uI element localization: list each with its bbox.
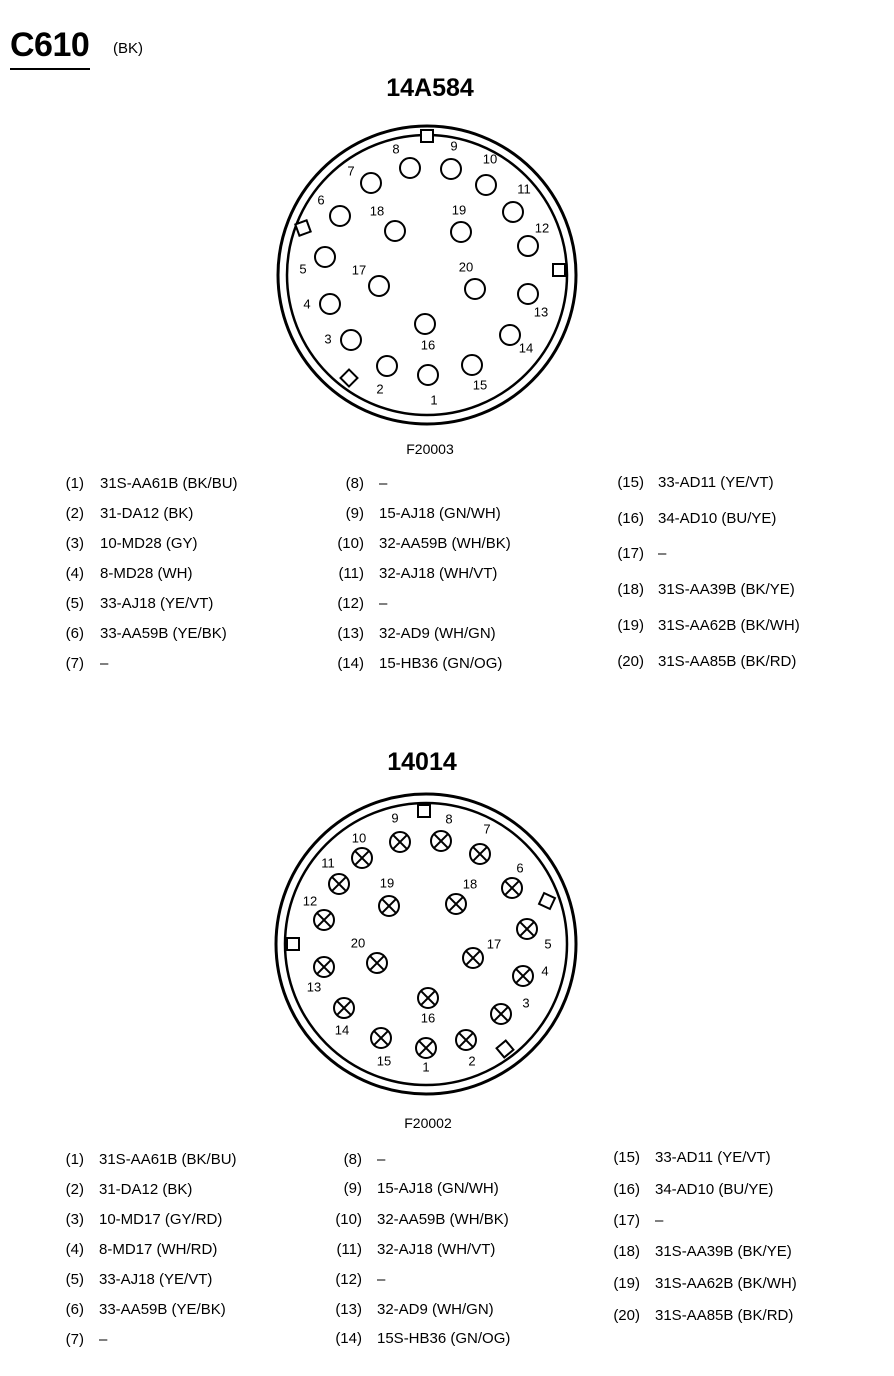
legend-pin-number: (1) xyxy=(65,475,84,492)
legend-circuit-label: 10-MD28 (GY) xyxy=(100,535,198,552)
pin-number-label-6: 6 xyxy=(317,192,325,208)
pin-cavity-17 xyxy=(369,276,389,296)
legend-pin-number: (6) xyxy=(65,1301,84,1318)
legend-pin-number: (9) xyxy=(343,1180,362,1197)
connector-1-face-diagram xyxy=(276,124,578,426)
pin-cavity-9 xyxy=(441,159,461,179)
legend-pin-number: (9) xyxy=(345,505,364,522)
legend-pin-number: (20) xyxy=(617,653,644,670)
title-underline xyxy=(10,68,90,70)
connector-color-code: (BK) xyxy=(113,40,143,57)
pin-number-label-13: 13 xyxy=(306,979,322,995)
keying-tab xyxy=(287,938,299,950)
pin-number-label-10: 10 xyxy=(482,151,498,167)
legend-pin-number: (17) xyxy=(617,545,644,562)
legend-circuit-label: 33-AD11 (YE/VT) xyxy=(658,474,774,491)
pin-number-label-9: 9 xyxy=(450,138,458,154)
legend-pin-number: (13) xyxy=(337,625,364,642)
legend-pin-number: (19) xyxy=(613,1275,640,1292)
pin-number-label-14: 14 xyxy=(518,340,534,356)
connector-1-part-number: 14A584 xyxy=(386,74,474,102)
pin-number-label-1: 1 xyxy=(422,1059,430,1075)
legend-circuit-label: 32-AA59B (WH/BK) xyxy=(379,535,511,552)
connector-2-face-diagram xyxy=(274,796,578,1100)
legend-pin-number: (4) xyxy=(65,565,84,582)
keying-tab xyxy=(497,1041,514,1058)
legend-pin-number: (12) xyxy=(337,595,364,612)
legend-pin-number: (18) xyxy=(617,581,644,598)
legend-circuit-label: 32-AA59B (WH/BK) xyxy=(377,1211,509,1228)
pin-number-label-18: 18 xyxy=(369,203,385,219)
pin-cavity-16 xyxy=(415,314,435,334)
keying-tab xyxy=(553,264,565,276)
legend-circuit-label: 31-DA12 (BK) xyxy=(99,1181,193,1198)
legend-circuit-label: – xyxy=(377,1271,386,1288)
legend-circuit-label: 31-DA12 (BK) xyxy=(100,505,194,522)
legend-circuit-label: 33-AJ18 (YE/VT) xyxy=(100,595,214,612)
pin-number-label-1: 1 xyxy=(430,392,438,408)
pin-number-label-8: 8 xyxy=(445,811,453,827)
legend-pin-number: (11) xyxy=(338,565,364,582)
keying-tab xyxy=(418,805,430,817)
legend-circuit-label: 15S-HB36 (GN/OG) xyxy=(377,1330,511,1347)
pin-cavity-1 xyxy=(418,365,438,385)
keying-tab xyxy=(421,130,433,142)
pin-number-label-9: 9 xyxy=(391,810,399,826)
legend-circuit-label: 15-AJ18 (GN/WH) xyxy=(377,1180,499,1197)
legend-pin-number: (8) xyxy=(343,1151,362,1168)
legend-circuit-label: 31S-AA85B (BK/RD) xyxy=(655,1307,794,1324)
legend-circuit-label: 8-MD28 (WH) xyxy=(100,565,193,582)
pin-number-label-12: 12 xyxy=(534,220,550,236)
legend-circuit-label: 15-HB36 (GN/OG) xyxy=(379,655,503,672)
legend-circuit-label: 31S-AA61B (BK/BU) xyxy=(99,1151,237,1168)
pin-cavity-4 xyxy=(320,294,340,314)
pin-number-label-11: 11 xyxy=(517,181,531,197)
pin-number-label-5: 5 xyxy=(299,261,307,277)
legend-circuit-label: 15-AJ18 (GN/WH) xyxy=(379,505,501,522)
pin-cavity-8 xyxy=(400,158,420,178)
pin-cavity-15 xyxy=(462,355,482,375)
pin-number-label-16: 16 xyxy=(420,1010,436,1026)
pin-cavity-14 xyxy=(500,325,520,345)
pin-number-label-2: 2 xyxy=(468,1053,476,1069)
pin-cavity-13 xyxy=(518,284,538,304)
legend-circuit-label: 8-MD17 (WH/RD) xyxy=(99,1241,218,1258)
legend-pin-number: (3) xyxy=(65,535,84,552)
legend-pin-number: (8) xyxy=(345,475,364,492)
legend-pin-number: (12) xyxy=(335,1271,362,1288)
legend-circuit-label: – xyxy=(377,1151,386,1168)
pin-number-label-10: 10 xyxy=(351,830,367,846)
legend-pin-number: (2) xyxy=(65,1181,84,1198)
legend-pin-number: (20) xyxy=(613,1307,640,1324)
legend-circuit-label: 32-AJ18 (WH/VT) xyxy=(379,565,498,582)
pin-number-label-4: 4 xyxy=(541,963,549,979)
legend-pin-number: (7) xyxy=(65,1331,84,1348)
connector-id: C610 xyxy=(10,26,90,64)
pin-number-label-16: 16 xyxy=(420,337,436,353)
pin-number-label-19: 19 xyxy=(451,202,467,218)
legend-circuit-label: 31S-AA39B (BK/YE) xyxy=(655,1243,792,1260)
pin-number-label-11: 11 xyxy=(321,855,335,871)
pin-number-label-17: 17 xyxy=(486,936,502,952)
legend-circuit-label: 33-AD11 (YE/VT) xyxy=(655,1149,771,1166)
pin-number-label-14: 14 xyxy=(334,1022,350,1038)
legend-pin-number: (11) xyxy=(336,1241,362,1258)
pin-number-label-19: 19 xyxy=(379,875,395,891)
legend-pin-number: (5) xyxy=(65,595,84,612)
pin-number-label-3: 3 xyxy=(522,995,530,1011)
legend-pin-number: (16) xyxy=(617,510,644,527)
legend-circuit-label: – xyxy=(99,1331,108,1348)
legend-circuit-label: 32-AD9 (WH/GN) xyxy=(377,1301,494,1318)
legend-pin-number: (2) xyxy=(65,505,84,522)
pin-cavity-6 xyxy=(330,206,350,226)
legend-circuit-label: 31S-AA62B (BK/WH) xyxy=(655,1275,797,1292)
legend-circuit-label: – xyxy=(658,545,667,562)
pin-number-label-17: 17 xyxy=(351,262,367,278)
pin-number-label-20: 20 xyxy=(350,935,366,951)
pin-cavity-3 xyxy=(341,330,361,350)
pin-cavity-2 xyxy=(377,356,397,376)
legend-pin-number: (15) xyxy=(617,474,644,491)
legend-pin-number: (4) xyxy=(65,1241,84,1258)
legend-pin-number: (5) xyxy=(65,1271,84,1288)
pin-cavity-11 xyxy=(503,202,523,222)
keying-tab xyxy=(539,893,555,909)
pin-number-label-12: 12 xyxy=(302,893,318,909)
pin-number-label-20: 20 xyxy=(458,259,474,275)
legend-pin-number: (17) xyxy=(613,1212,640,1229)
legend-pin-number: (19) xyxy=(617,617,644,634)
legend-circuit-label: 10-MD17 (GY/RD) xyxy=(99,1211,223,1228)
legend-pin-number: (18) xyxy=(613,1243,640,1260)
legend-circuit-label: 33-AA59B (YE/BK) xyxy=(99,1301,226,1318)
pin-number-label-18: 18 xyxy=(462,876,478,892)
legend-pin-number: (16) xyxy=(613,1181,640,1198)
pin-number-label-6: 6 xyxy=(516,860,524,876)
legend-pin-number: (14) xyxy=(337,655,364,672)
legend-pin-number: (15) xyxy=(613,1149,640,1166)
legend-circuit-label: 33-AA59B (YE/BK) xyxy=(100,625,227,642)
legend-circuit-label: 31S-AA62B (BK/WH) xyxy=(658,617,800,634)
legend-circuit-label: 32-AD9 (WH/GN) xyxy=(379,625,496,642)
legend-pin-number: (14) xyxy=(335,1330,362,1347)
legend-pin-number: (6) xyxy=(65,625,84,642)
legend-circuit-label: 31S-AA85B (BK/RD) xyxy=(658,653,797,670)
legend-pin-number: (13) xyxy=(335,1301,362,1318)
pin-number-label-13: 13 xyxy=(533,304,549,320)
legend-pin-number: (10) xyxy=(335,1211,362,1228)
legend-circuit-label: – xyxy=(379,475,388,492)
pin-cavity-20 xyxy=(465,279,485,299)
pin-number-label-5: 5 xyxy=(544,936,552,952)
legend-pin-number: (1) xyxy=(65,1151,84,1168)
keying-tab xyxy=(295,220,310,235)
legend-pin-number: (3) xyxy=(65,1211,84,1228)
legend-circuit-label: 32-AJ18 (WH/VT) xyxy=(377,1241,496,1258)
keying-tab xyxy=(341,370,358,387)
pin-cavity-7 xyxy=(361,173,381,193)
connector-2-figure-code: F20002 xyxy=(404,1115,452,1131)
legend-circuit-label: 34-AD10 (BU/YE) xyxy=(655,1181,774,1198)
pin-number-label-7: 7 xyxy=(347,163,355,179)
connector-1-figure-code: F20003 xyxy=(406,441,454,457)
pin-number-label-4: 4 xyxy=(303,296,311,312)
legend-pin-number: (10) xyxy=(337,535,364,552)
pin-cavity-5 xyxy=(315,247,335,267)
legend-pin-number: (7) xyxy=(65,655,84,672)
legend-circuit-label: 33-AJ18 (YE/VT) xyxy=(99,1271,213,1288)
pin-cavity-12 xyxy=(518,236,538,256)
pin-number-label-7: 7 xyxy=(483,821,491,837)
legend-circuit-label: – xyxy=(379,595,388,612)
pin-cavity-10 xyxy=(476,175,496,195)
legend-circuit-label: 31S-AA39B (BK/YE) xyxy=(658,581,795,598)
connector-2-part-number: 14014 xyxy=(387,748,457,776)
pin-cavity-19 xyxy=(451,222,471,242)
pin-number-label-3: 3 xyxy=(324,331,332,347)
legend-circuit-label: – xyxy=(100,655,109,672)
legend-circuit-label: 31S-AA61B (BK/BU) xyxy=(100,475,238,492)
pin-cavity-18 xyxy=(385,221,405,241)
legend-circuit-label: 34-AD10 (BU/YE) xyxy=(658,510,777,527)
pin-number-label-8: 8 xyxy=(392,141,400,157)
pin-number-label-2: 2 xyxy=(376,381,384,397)
legend-circuit-label: – xyxy=(655,1212,664,1229)
pin-number-label-15: 15 xyxy=(376,1053,392,1069)
pin-number-label-15: 15 xyxy=(472,377,488,393)
